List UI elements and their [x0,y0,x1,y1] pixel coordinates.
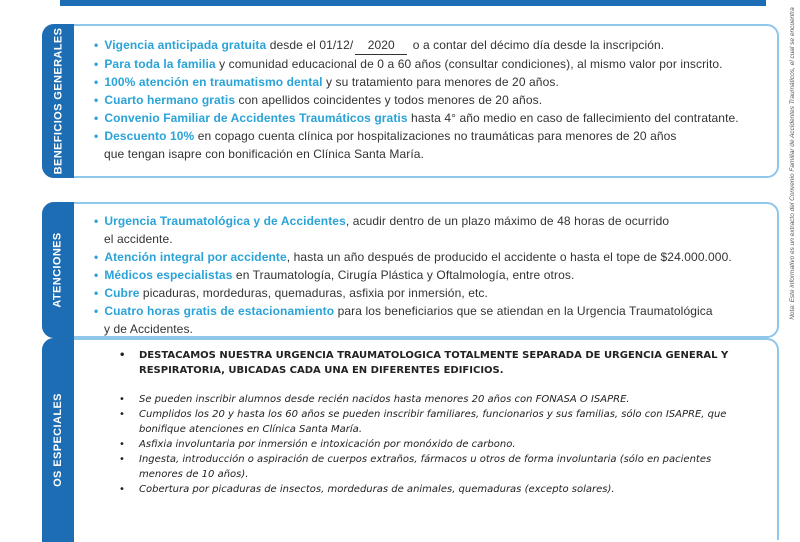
especiales-tab [42,338,74,542]
beneficio-text: y comunidad educacional de 0 a 60 años (consultar condiciones), al mismo valor por inscrito. [215,57,723,71]
atencion-item [94,302,765,338]
atencion-text: picaduras, mordeduras, quemaduras, asfixia por inmersión, etc. [139,286,488,300]
bullet-icon: • [94,250,99,264]
bullet-icon: • [119,484,125,495]
bullet-icon: • [94,268,99,282]
year-blank: 2020 [355,36,407,55]
bullet-icon: • [94,57,99,71]
beneficio-highlight: Vigencia anticipada gratuita [104,38,267,52]
especial-text: Ingesta, introducción o aspiración de cuerpos extraños, fármacos u otros de forma involuntaria (sólo en pacientes menores de 10 años). [139,454,712,480]
beneficio-text: en copago cuenta clínica por hospitalizaciones no traumáticas para menores de 20 años [194,129,677,143]
beneficio-item [94,55,765,73]
beneficio-highlight: Descuento 10% [104,129,195,143]
beneficio-item [94,36,765,55]
especiales-headline [119,348,737,378]
atencion-item [94,212,765,248]
bullet-icon: • [119,439,125,450]
especial-item [119,437,737,452]
especial-item [119,452,737,482]
atencion-highlight: Cubre [104,286,140,300]
bullet-icon: • [94,129,99,143]
especial-item [119,392,737,407]
side-disclaimer [786,8,798,318]
atencion-text: , acudir dentro de un plazo máximo de 48 horas de ocurrido [345,214,670,228]
bullet-icon: • [119,350,126,361]
bullet-icon: • [94,304,99,318]
beneficio-item [94,109,765,127]
especial-item [119,407,737,437]
atencion-highlight: Atención integral por accidente [104,250,287,264]
atenciones-panel [42,202,779,338]
atencion-continuation: el accidente. [104,232,173,246]
beneficio-text: con apellidos coincidentes y todos menores de 20 años. [235,93,543,107]
bullet-icon: • [119,409,125,420]
beneficio-text: hasta 4° año medio en caso de fallecimiento del contratante. [407,111,739,125]
beneficios-tab-label: BENEFICIOS GENERALES [52,27,64,175]
atenciones-tab [42,202,74,338]
top-rule [60,0,766,6]
atencion-text: para los beneficiarios que se atiendan en la Urgencia Traumatológica [334,304,713,318]
bullet-icon: • [94,214,99,228]
bullet-icon: • [94,75,99,89]
especiales-panel [42,338,779,540]
beneficios-generales-panel [42,24,779,178]
atencion-highlight: Médicos especialistas [104,268,233,282]
atenciones-list [94,212,765,338]
especial-text: Se pueden inscribir alumnos desde recién nacidos hasta menores 20 años con FONASA O ISAPRE. [139,394,630,405]
atencion-highlight: Cuatro horas gratis de estacionamiento [104,304,335,318]
especial-text: Cumplidos los 20 y hasta los 60 años se pueden inscribir familiares, funcionarios y sus familias, sólo con ISAPRE, que bonifique atenciones en Clínica Santa María. [139,409,727,435]
beneficio-item [94,73,765,91]
atencion-text: en Traumatología, Cirugía Plástica y Oftalmología, entre otros. [232,268,575,282]
atenciones-tab-label: ATENCIONES [52,232,64,308]
beneficio-highlight: 100% atención en traumatismo dental [104,75,323,89]
bullet-icon: • [94,93,99,107]
beneficio-continuation: que tengan isapre con bonificación en Clínica Santa María. [104,147,424,161]
beneficio-text: y su tratamiento para menores de 20 años. [322,75,559,89]
atencion-highlight: Urgencia Traumatológica y de Accidentes [104,214,346,228]
especial-item [119,482,737,497]
beneficios-tab [42,24,74,178]
especiales-list [119,392,737,497]
especial-text: Cobertura por picaduras de insectos, mordeduras de animales, quemaduras (excepto solares). [139,484,615,495]
headline-text: DESTACAMOS NUESTRA URGENCIA TRAUMATOLOGICA TOTALMENTE SEPARADA DE URGENCIA GENERAL Y RESPIRATORIA, UBICADAS CADA UNA EN DIFERENTES EDIFICIOS. [139,350,729,376]
especial-text: Asfixia involuntaria por inmersión e intoxicación por monóxido de carbono. [139,439,516,450]
beneficios-list [94,36,765,163]
atencion-item [94,248,765,266]
beneficio-highlight: Cuarto hermano gratis [104,93,236,107]
beneficio-item [94,127,765,163]
bullet-icon: • [119,454,125,465]
side-disclaimer-text: Nota: Este informativo es un extracto del Convenio Familiar de Accidentes Traumáticos, el cual se encuentra [788,6,796,320]
beneficio-highlight: Convenio Familiar de Accidentes Traumáticos gratis [104,111,408,125]
bullet-icon: • [94,111,99,125]
atencion-continuation: y de Accidentes. [104,322,193,336]
beneficio-text: o a contar del décimo día desde la inscripción. [409,38,665,52]
beneficio-highlight: Para toda la familia [104,57,216,71]
bullet-icon: • [94,286,99,300]
bullet-icon: • [94,38,99,52]
atencion-text: , hasta un año después de producido el accidente o hasta el tope de $24.000.000. [286,250,732,264]
bullet-icon: • [119,394,125,405]
atencion-item [94,284,765,302]
especiales-tab-label: OS ESPECIALES [52,393,64,487]
beneficio-item [94,91,765,109]
beneficio-text: desde el 01/12/ [266,38,354,52]
atencion-item [94,266,765,284]
